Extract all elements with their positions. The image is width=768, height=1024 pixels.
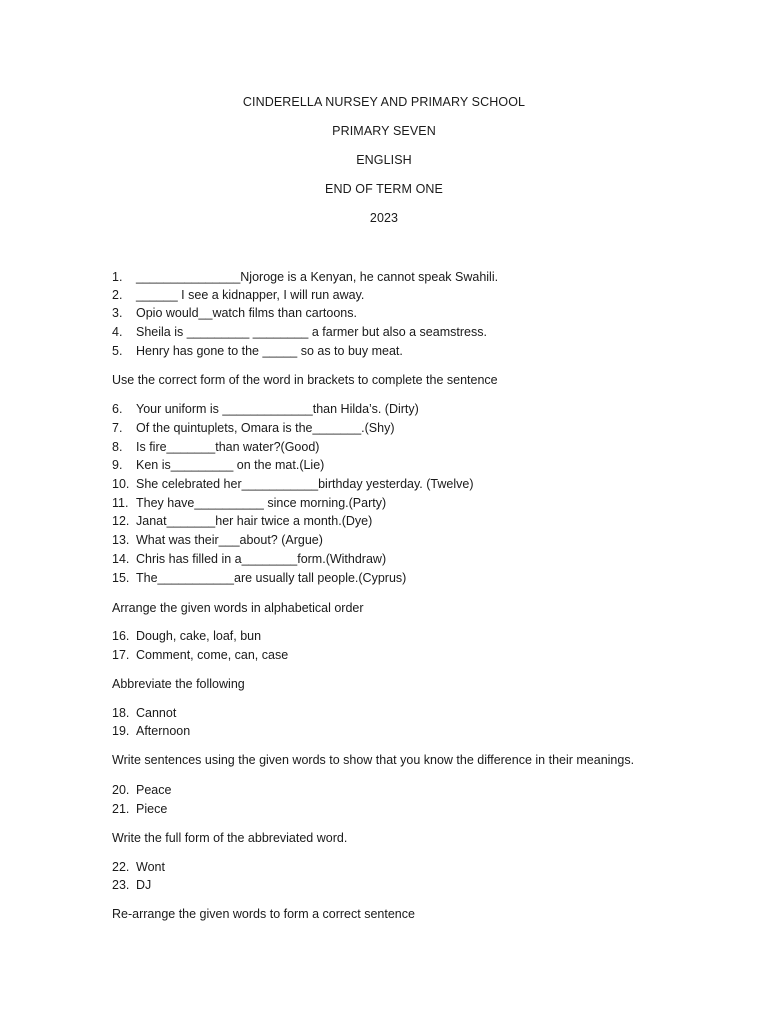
term-name: END OF TERM ONE <box>325 182 443 196</box>
question-2: 2. ______ I see a kidnapper, I will run away. <box>112 288 365 302</box>
question-15: 15. The___________are usually tall people.(Cyprus) <box>112 571 407 585</box>
instruction-rearrange: Re-arrange the given words to form a correct sentence <box>112 907 415 921</box>
class-name: PRIMARY SEVEN <box>332 124 436 138</box>
question-18: 18. Cannot <box>112 706 177 720</box>
instruction-sentences: Write sentences using the given words to show that you know the difference in their meanings. <box>112 753 635 767</box>
question-13: 13. What was their___about? (Argue) <box>112 533 323 547</box>
question-14: 14. Chris has filled in a________form.(Withdraw) <box>112 552 387 566</box>
question-16: 16. Dough, cake, loaf, bun <box>112 629 262 643</box>
question-3: 3. Opio would__watch films than cartoons. <box>112 306 357 320</box>
instruction-abbreviate: Abbreviate the following <box>112 677 245 691</box>
question-19: 19. Afternoon <box>112 724 191 738</box>
question-4: 4. Sheila is _________ ________ a farmer but also a seamstress. <box>112 325 487 339</box>
exam-year: 2023 <box>369 211 399 225</box>
instruction-alphabetical: Arrange the given words in alphabetical order <box>112 601 364 615</box>
question-8: 8. Is fire_______than water?(Good) <box>112 440 320 454</box>
instruction-full-form: Write the full form of the abbreviated word. <box>112 831 348 845</box>
question-12: 12. Janat_______her hair twice a month.(Dye) <box>112 514 373 528</box>
question-21: 21. Piece <box>112 802 168 816</box>
school-name: CINDERELLA NURSEY AND PRIMARY SCHOOL <box>242 95 526 109</box>
question-1: 1. _______________Njoroge is a Kenyan, he cannot speak Swahili. <box>112 270 499 284</box>
question-6: 6. Your uniform is _____________than Hilda’s. (Dirty) <box>112 402 419 416</box>
question-17: 17. Comment, come, can, case <box>112 648 289 662</box>
question-10: 10. She celebrated her___________birthday yesterday. (Twelve) <box>112 477 474 491</box>
subject-name: ENGLISH <box>356 153 412 167</box>
question-11: 11. They have__________ since morning.(Party) <box>112 496 387 510</box>
instruction-word-form: Use the correct form of the word in brackets to complete the sentence <box>112 373 498 387</box>
question-7: 7. Of the quintuplets, Omara is the_______.(Shy) <box>112 421 395 435</box>
question-22: 22. Wont <box>112 860 165 874</box>
question-5: 5. Henry has gone to the _____ so as to buy meat. <box>112 344 403 358</box>
question-20: 20. Peace <box>112 783 172 797</box>
question-9: 9. Ken is_________ on the mat.(Lie) <box>112 458 325 472</box>
question-23: 23. DJ <box>112 878 152 892</box>
